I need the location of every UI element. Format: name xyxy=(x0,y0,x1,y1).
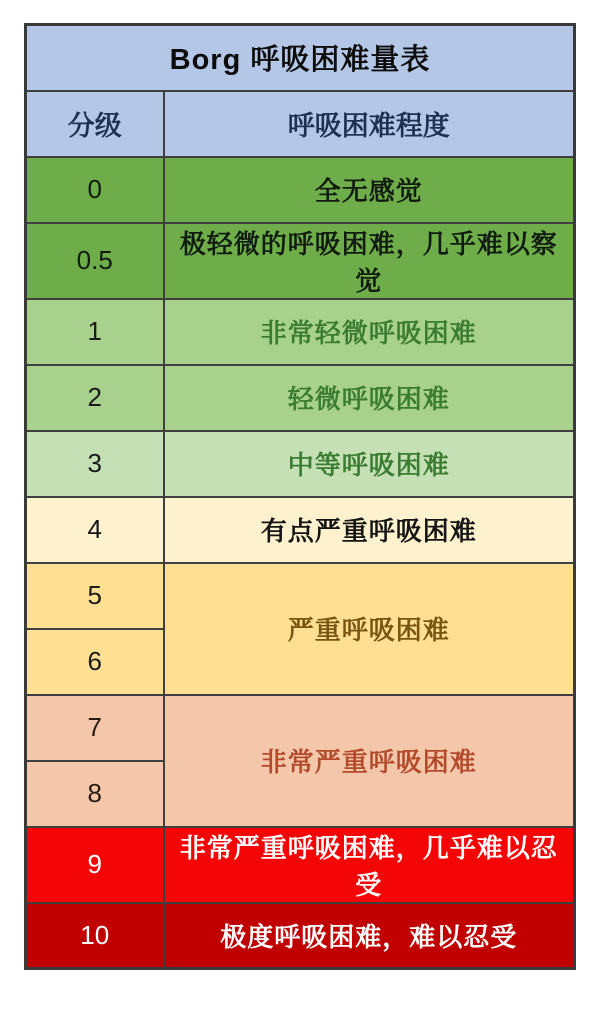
table-row xyxy=(26,563,575,629)
grade-column-header: 分级 xyxy=(26,91,164,157)
table-row xyxy=(26,431,575,497)
table-row xyxy=(26,695,575,761)
table-row xyxy=(26,827,575,903)
grade-cell: 6 xyxy=(26,629,164,695)
description-cell: 轻微呼吸困难 xyxy=(164,365,575,431)
grade-cell: 9 xyxy=(26,827,164,903)
description-cell: 全无感觉 xyxy=(164,157,575,223)
table-row xyxy=(26,299,575,365)
description-cell: 有点严重呼吸困难 xyxy=(164,497,575,563)
description-cell: 严重呼吸困难 xyxy=(164,563,575,695)
grade-cell: 8 xyxy=(26,761,164,827)
description-column-header: 呼吸困难程度 xyxy=(164,91,575,157)
grade-cell: 7 xyxy=(26,695,164,761)
grade-cell: 10 xyxy=(26,903,164,969)
table-row xyxy=(26,497,575,563)
description-cell: 极轻微的呼吸困难，几乎难以察觉 xyxy=(164,223,575,299)
title-row xyxy=(26,25,575,91)
column-header-row xyxy=(26,91,575,157)
grade-cell: 0.5 xyxy=(26,223,164,299)
grade-cell: 3 xyxy=(26,431,164,497)
table-row xyxy=(26,223,575,299)
table-row xyxy=(26,365,575,431)
description-cell: 非常轻微呼吸困难 xyxy=(164,299,575,365)
table-body xyxy=(26,157,575,969)
description-cell: 非常严重呼吸困难 xyxy=(164,695,575,827)
grade-cell: 2 xyxy=(26,365,164,431)
description-cell: 中等呼吸困难 xyxy=(164,431,575,497)
table-row xyxy=(26,903,575,969)
grade-cell: 1 xyxy=(26,299,164,365)
borg-scale-table xyxy=(24,23,576,970)
table-row xyxy=(26,157,575,223)
table-title: Borg 呼吸困难量表 xyxy=(26,25,575,91)
grade-cell: 4 xyxy=(26,497,164,563)
description-cell: 非常严重呼吸困难，几乎难以忍受 xyxy=(164,827,575,903)
description-cell: 极度呼吸困难，难以忍受 xyxy=(164,903,575,969)
grade-cell: 0 xyxy=(26,157,164,223)
grade-cell: 5 xyxy=(26,563,164,629)
